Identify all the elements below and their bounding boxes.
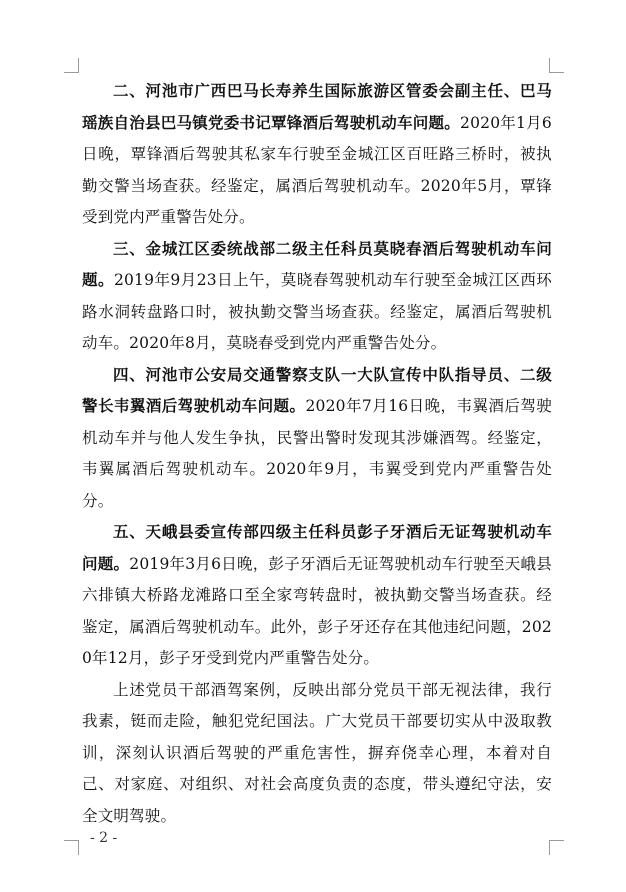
case-paragraph-4 [82,360,552,518]
corner-mark-bottom-right [549,840,564,855]
case-body-3: 2019年9月23日上午，莫晓春驾驶机动车行驶至金城江区西环路水洞转盘路口时，被执勤交警当场查获。经鉴定，属酒后驾驶机动车。2020年8月，莫晓春受到党内严重警告处分。 [82,271,552,352]
case-heading-2: 二、河池市广西巴马长寿养生国际旅游区管委会副主任、巴马瑶族自治县巴马镇党委书记覃锋酒后驾驶机动车问题。 [82,82,552,132]
case-body-5: 2019年3月6日晚，彭子牙酒后无证驾驶机动车行驶至天峨县六排镇大桥路龙滩路口至全家弯转盘时，被执勤交警当场查获。经鉴定，属酒后驾驶机动车。此外，彭子牙还存在其他违纪问题，2020年12月，彭子牙受到党内严重警告处分。 [82,554,552,667]
case-paragraph-5 [82,517,552,675]
document-body [82,76,552,832]
case-body-4: 2020年7月16日晚，韦翼酒后驾驶机动车并与他人发生争执，民警出警时发现其涉嫌酒驾。经鉴定，韦翼属酒后驾驶机动车。2020年9月，韦翼受到党内严重警告处分。 [82,397,552,510]
case-body-2: 2020年1月6日晚，覃锋酒后驾驶其私家车行驶至金城江区百旺路三桥时，被执勤交警当场查获。经鉴定，属酒后驾驶机动车。2020年5月，覃锋受到党内严重警告处分。 [82,113,552,226]
case-heading-4: 四、河池市公安局交通警察支队一大队宣传中队指导员、二级警长韦翼酒后驾驶机动车问题。 [82,365,552,415]
case-paragraph-2 [82,76,552,234]
page-number: - 2 - [90,830,118,846]
case-heading-3: 三、金城江区委统战部二级主任科员莫晓春酒后驾驶机动车问题。 [82,239,552,289]
case-heading-5: 五、天峨县委宣传部四级主任科员彭子牙酒后无证驾驶机动车问题。 [82,523,552,573]
closing-paragraph: 上述党员干部酒驾案例，反映出部分党员干部无视法律，我行我素，铤而走险，触犯党纪国法。广大党员干部要切实从中汲取教训，深刻认识酒后驾驶的严重危害性，摒弃侥幸心理，本着对自己、对家庭、对组织、对社会高度负责的态度，带头遵纪守法，安全文明驾驶。 [82,680,552,825]
corner-mark-top-right [549,58,564,73]
corner-mark-top-left [64,58,79,73]
corner-mark-bottom-left [64,840,79,855]
case-paragraph-3 [82,234,552,360]
